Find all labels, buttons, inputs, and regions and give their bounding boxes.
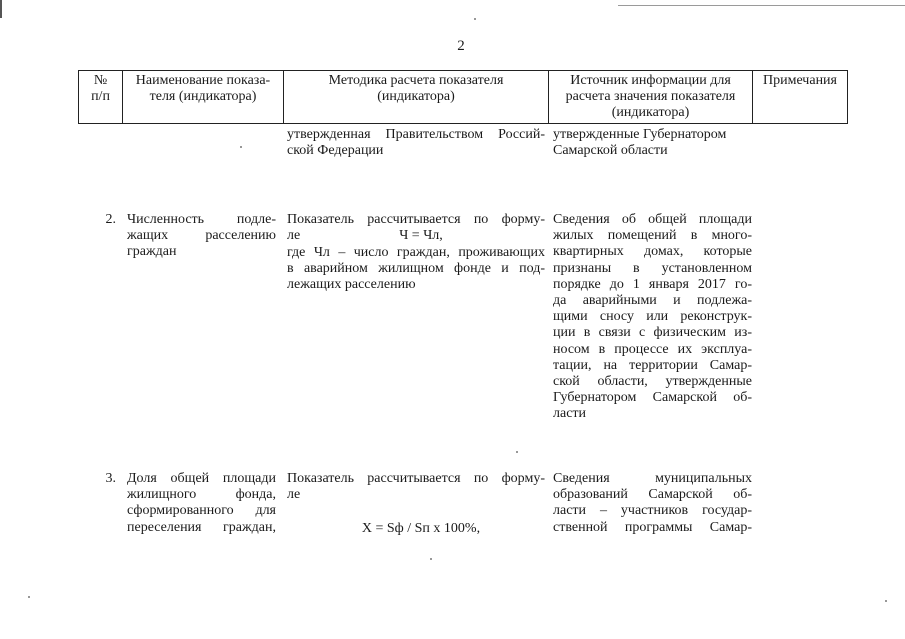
row-3-formula: X = Sф / Sп x 100%,	[361, 521, 481, 537]
header-source: Источник информации для расчета значения показателя (индикатора)	[549, 71, 753, 124]
scan-speck	[430, 558, 432, 560]
scan-speck	[885, 600, 887, 602]
top-rule	[618, 5, 905, 6]
row-2-method: Показатель рассчитывается по форму- ле Ч = Чл, где Чл – число граждан, проживающих в аварийном жилищном фонде и под- лежащих расселению	[287, 212, 545, 293]
row-3-number: 3.	[105, 471, 116, 486]
continuation-method: утвержденная Правительством Россий- ской Федерации	[287, 127, 545, 159]
continuation-source: утвержденные Губернатором Самарской области	[553, 127, 727, 159]
page-number: 2	[457, 38, 465, 54]
row-2-source: Сведения об общей площади жилых помещений в много- квартирных домах, которые признаны в установленном порядке до 1 января 2017 го- да аварийными и подлежа- щими сносу или реконструк- ции в связи с физическим из- носом в процессе их эксплуа- тации, на территории Самар- ской области, утвержденные Губернатором Самарской об- ласти	[553, 212, 752, 422]
row-3-name: Доля общей площади жилищного фонда, сформированного для переселения граждан,	[127, 471, 276, 535]
header-no: № п/п	[79, 71, 123, 124]
header-name: Наименование показа- теля (индикатора)	[123, 71, 284, 124]
row-2-number: 2.	[105, 212, 116, 227]
header-method: Методика расчета показателя (индикатора)	[284, 71, 549, 124]
row-3-source: Сведения муниципальных образований Самарской об- ласти – участников государ- ственной программы Самар-	[553, 471, 752, 535]
table-header	[78, 70, 848, 124]
scan-speck	[28, 596, 30, 598]
row-2-name: Численность подле- жащих расселению граждан	[127, 212, 276, 260]
scan-speck	[240, 146, 242, 148]
scan-speck	[474, 18, 476, 20]
row-3-method: Показатель рассчитывается по форму- ле X = Sф / Sп x 100%,	[287, 471, 545, 537]
row-2-formula: Ч = Чл,	[399, 228, 443, 244]
header-notes: Примечания	[753, 71, 848, 124]
scan-speck	[516, 451, 518, 453]
scan-edge-mark	[0, 0, 2, 18]
